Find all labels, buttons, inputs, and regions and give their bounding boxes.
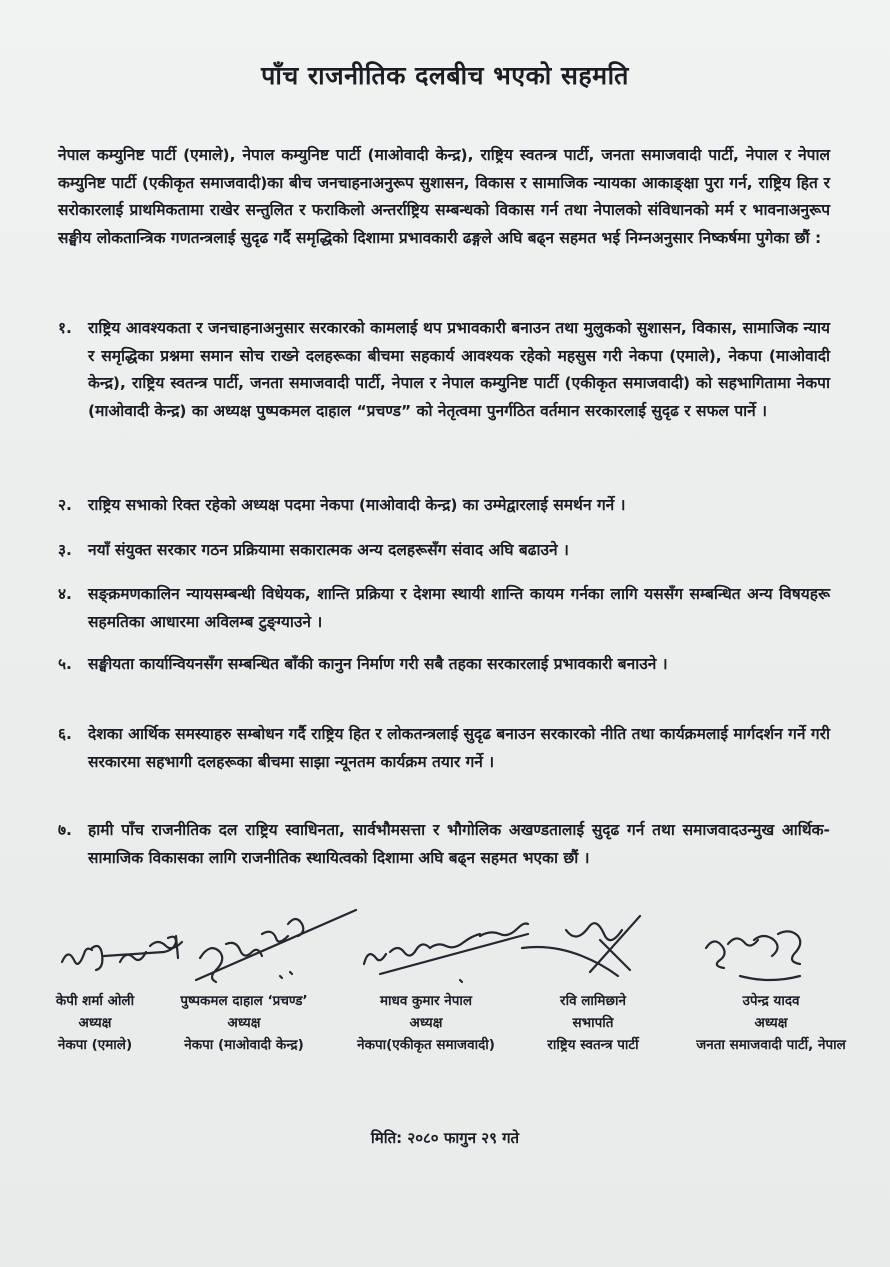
signatory-2: [158, 990, 330, 1056]
clause-2: [58, 492, 830, 520]
clause-3: [58, 537, 830, 565]
signatory-5: [666, 990, 876, 1056]
clause-text: नयाँ संयुक्त सरकार गठन प्रक्रियामा सकारात्मक अन्य दलहरूसँग संवाद अघि बढाउने ।: [88, 541, 569, 559]
clause-5: [58, 651, 830, 679]
clause-text: राष्ट्रिय सभाको रिक्त रहेको अध्यक्ष पदमा नेकपा (माओवादी केन्द्र) का उम्मेद्वारलाई समर्थन गर्ने ।: [88, 496, 626, 514]
clause-text: सङ्घीयता कार्यान्वियनसँग सम्बन्धित बाँकी कानुन निर्माण गरी सबै तहका सरकारलाई प्रभावकारी बनाउने ।: [88, 655, 668, 673]
signatory-title: अध्यक्ष: [409, 1015, 443, 1031]
signatory-name: माधव कुमार नेपाल: [379, 993, 473, 1009]
signatory-party: राष्ट्रिय स्वतन्त्र पार्टी: [547, 1037, 639, 1053]
signatory-party: नेकपा (माओवादी केन्द्र): [184, 1037, 304, 1053]
signatory-4: [518, 990, 668, 1056]
signatory-party: नेकपा(एकीकृत समाजवादी): [357, 1037, 495, 1053]
signatory-name: रवि लामिछाने: [560, 993, 626, 1009]
clause-number: ६.: [58, 725, 72, 743]
clause-number: १.: [58, 319, 72, 337]
signatory-name: उपेन्द्र यादव: [742, 993, 800, 1009]
signatory-party: नेकपा (एमाले): [57, 1037, 133, 1053]
signature-madhav: [364, 924, 528, 983]
clause-number: ५.: [58, 655, 72, 673]
clause-text: हामी पाँच राजनीतिक दल राष्ट्रिय स्वाधिनता, सार्वभौमसत्ता र भौगोलिक अखण्डतालाई सुदृढ गर्न तथा समाजवादउन्मुख आर्थिक-सामाजिक विकासका लागि राजनीतिक स्थायित्वको दिशामा अघि बढ्न सहमत भएका छौं ।: [88, 821, 830, 867]
clause-4: [58, 581, 830, 636]
signatory-name: पुष्पकमल दाहाल ‘प्रचण्ड’: [180, 993, 308, 1009]
signatory-title: अध्यक्ष: [754, 1015, 788, 1031]
signatory-1: [30, 990, 160, 1056]
intro-paragraph: नेपाल कम्युनिष्ट पार्टी (एमाले), नेपाल कम्युनिष्ट पार्टी (माओवादी केन्द्र), राष्ट्रिय स्वतन्त्र पार्टी, जनता समाजवादी पार्टी, नेपाल र नेपाल कम्युनिष्ट पार्टी (एकीकृत समाजवादी)का बीच जनचाहनाअनुरूप सुशासन, विकास र सामाजिक न्यायका आकाङ्क्षा पुरा गर्न, राष्ट्रिय हित र सरोकारलाई प्राथमिकतामा राखेर सन्तुलित र फराकिलो अन्तर्राष्ट्रिय सम्बन्धको विकास गर्न तथा नेपालको संविधानको मर्म र भावनाअनुरूप सङ्घीय लोकतान्त्रिक गणतन्त्रलाई सुदृढ गर्दै समृद्धिको दिशामा प्रभावकारी ढङ्गले अघि बढ्न सहमत भई निम्नअनुसार निष्कर्षमा पुगेका छौं :: [58, 146, 830, 247]
clause-text: राष्ट्रिय आवश्यकता र जनचाहनाअनुसार सरकारको कामलाई थप प्रभावकारी बनाउन तथा मुलुकको सुशासन, विकास, सामाजिक न्याय र समृद्धिका प्रश्नमा समान सोच राख्ने दलहरूका बीचमा सहकार्य आवश्यक रहेको महसुस गरी नेकपा (एमाले), नेकपा (माओवादी केन्द्र), राष्ट्रिय स्वतन्त्र पार्टी, जनता समाजवादी पार्टी, नेपाल र नेपाल कम्युनिष्ट पार्टी (एकीकृत समाजवादी) को सहभागितामा नेकपा (माओवादी केन्द्र) का अध्यक्ष पुष्पकमल दाहाल “प्रचण्ड” को नेतृत्वमा पुनर्गठित वर्तमान सरकारलाई सुदृढ र सफल पार्ने ।: [88, 319, 830, 420]
document-date: मिति: २०८० फागुन २९ गते: [370, 1129, 520, 1147]
document-title: पाँच राजनीतिक दलबीच भएको सहमति: [261, 61, 629, 90]
clause-number: ४.: [58, 585, 72, 603]
clause-6: [58, 721, 830, 776]
signature-prachanda: [196, 910, 356, 982]
signatory-name: केपी शर्मा ओली: [55, 993, 135, 1009]
clause-number: ३.: [58, 541, 72, 559]
signature-rabi: [522, 916, 640, 976]
clause-text: देशका आर्थिक समस्याहरु सम्बोधन गर्दै राष्ट्रिय हित र लोकतन्त्रलाई सुदृढ बनाउन सरकारको नीति तथा कार्यक्रमलाई मार्गदर्शन गर्ने गरी सरकारमा सहभागी दलहरूका बीचमा साझा न्यूनतम कार्यक्रम तयार गर्ने ।: [88, 725, 830, 771]
signatory-title: अध्यक्ष: [78, 1015, 112, 1031]
clause-number: २.: [58, 496, 72, 514]
clause-1: [58, 315, 830, 425]
signatory-3: [334, 990, 518, 1056]
clause-number: ७.: [58, 821, 72, 839]
signatory-title: सभापति: [572, 1015, 614, 1031]
signatory-party: जनता समाजवादी पार्टी, नेपाल: [696, 1037, 846, 1053]
signature-oli: [62, 936, 182, 970]
clause-text: सङ्क्रमणकालिन न्यायसम्बन्धी विधेयक, शान्ति प्रक्रिया र देशमा स्थायी शान्ति कायम गर्नका लागि यससँग सम्बन्धित अन्य विषयहरू सहमतिका आधारमा अविलम्ब टुङ्ग्याउने ।: [88, 585, 830, 631]
handwritten-signatures: [0, 900, 890, 1000]
signature-upendra: [706, 931, 800, 980]
signatory-title: अध्यक्ष: [227, 1015, 261, 1031]
signature-section: [0, 900, 890, 1070]
clause-7: [58, 817, 830, 872]
